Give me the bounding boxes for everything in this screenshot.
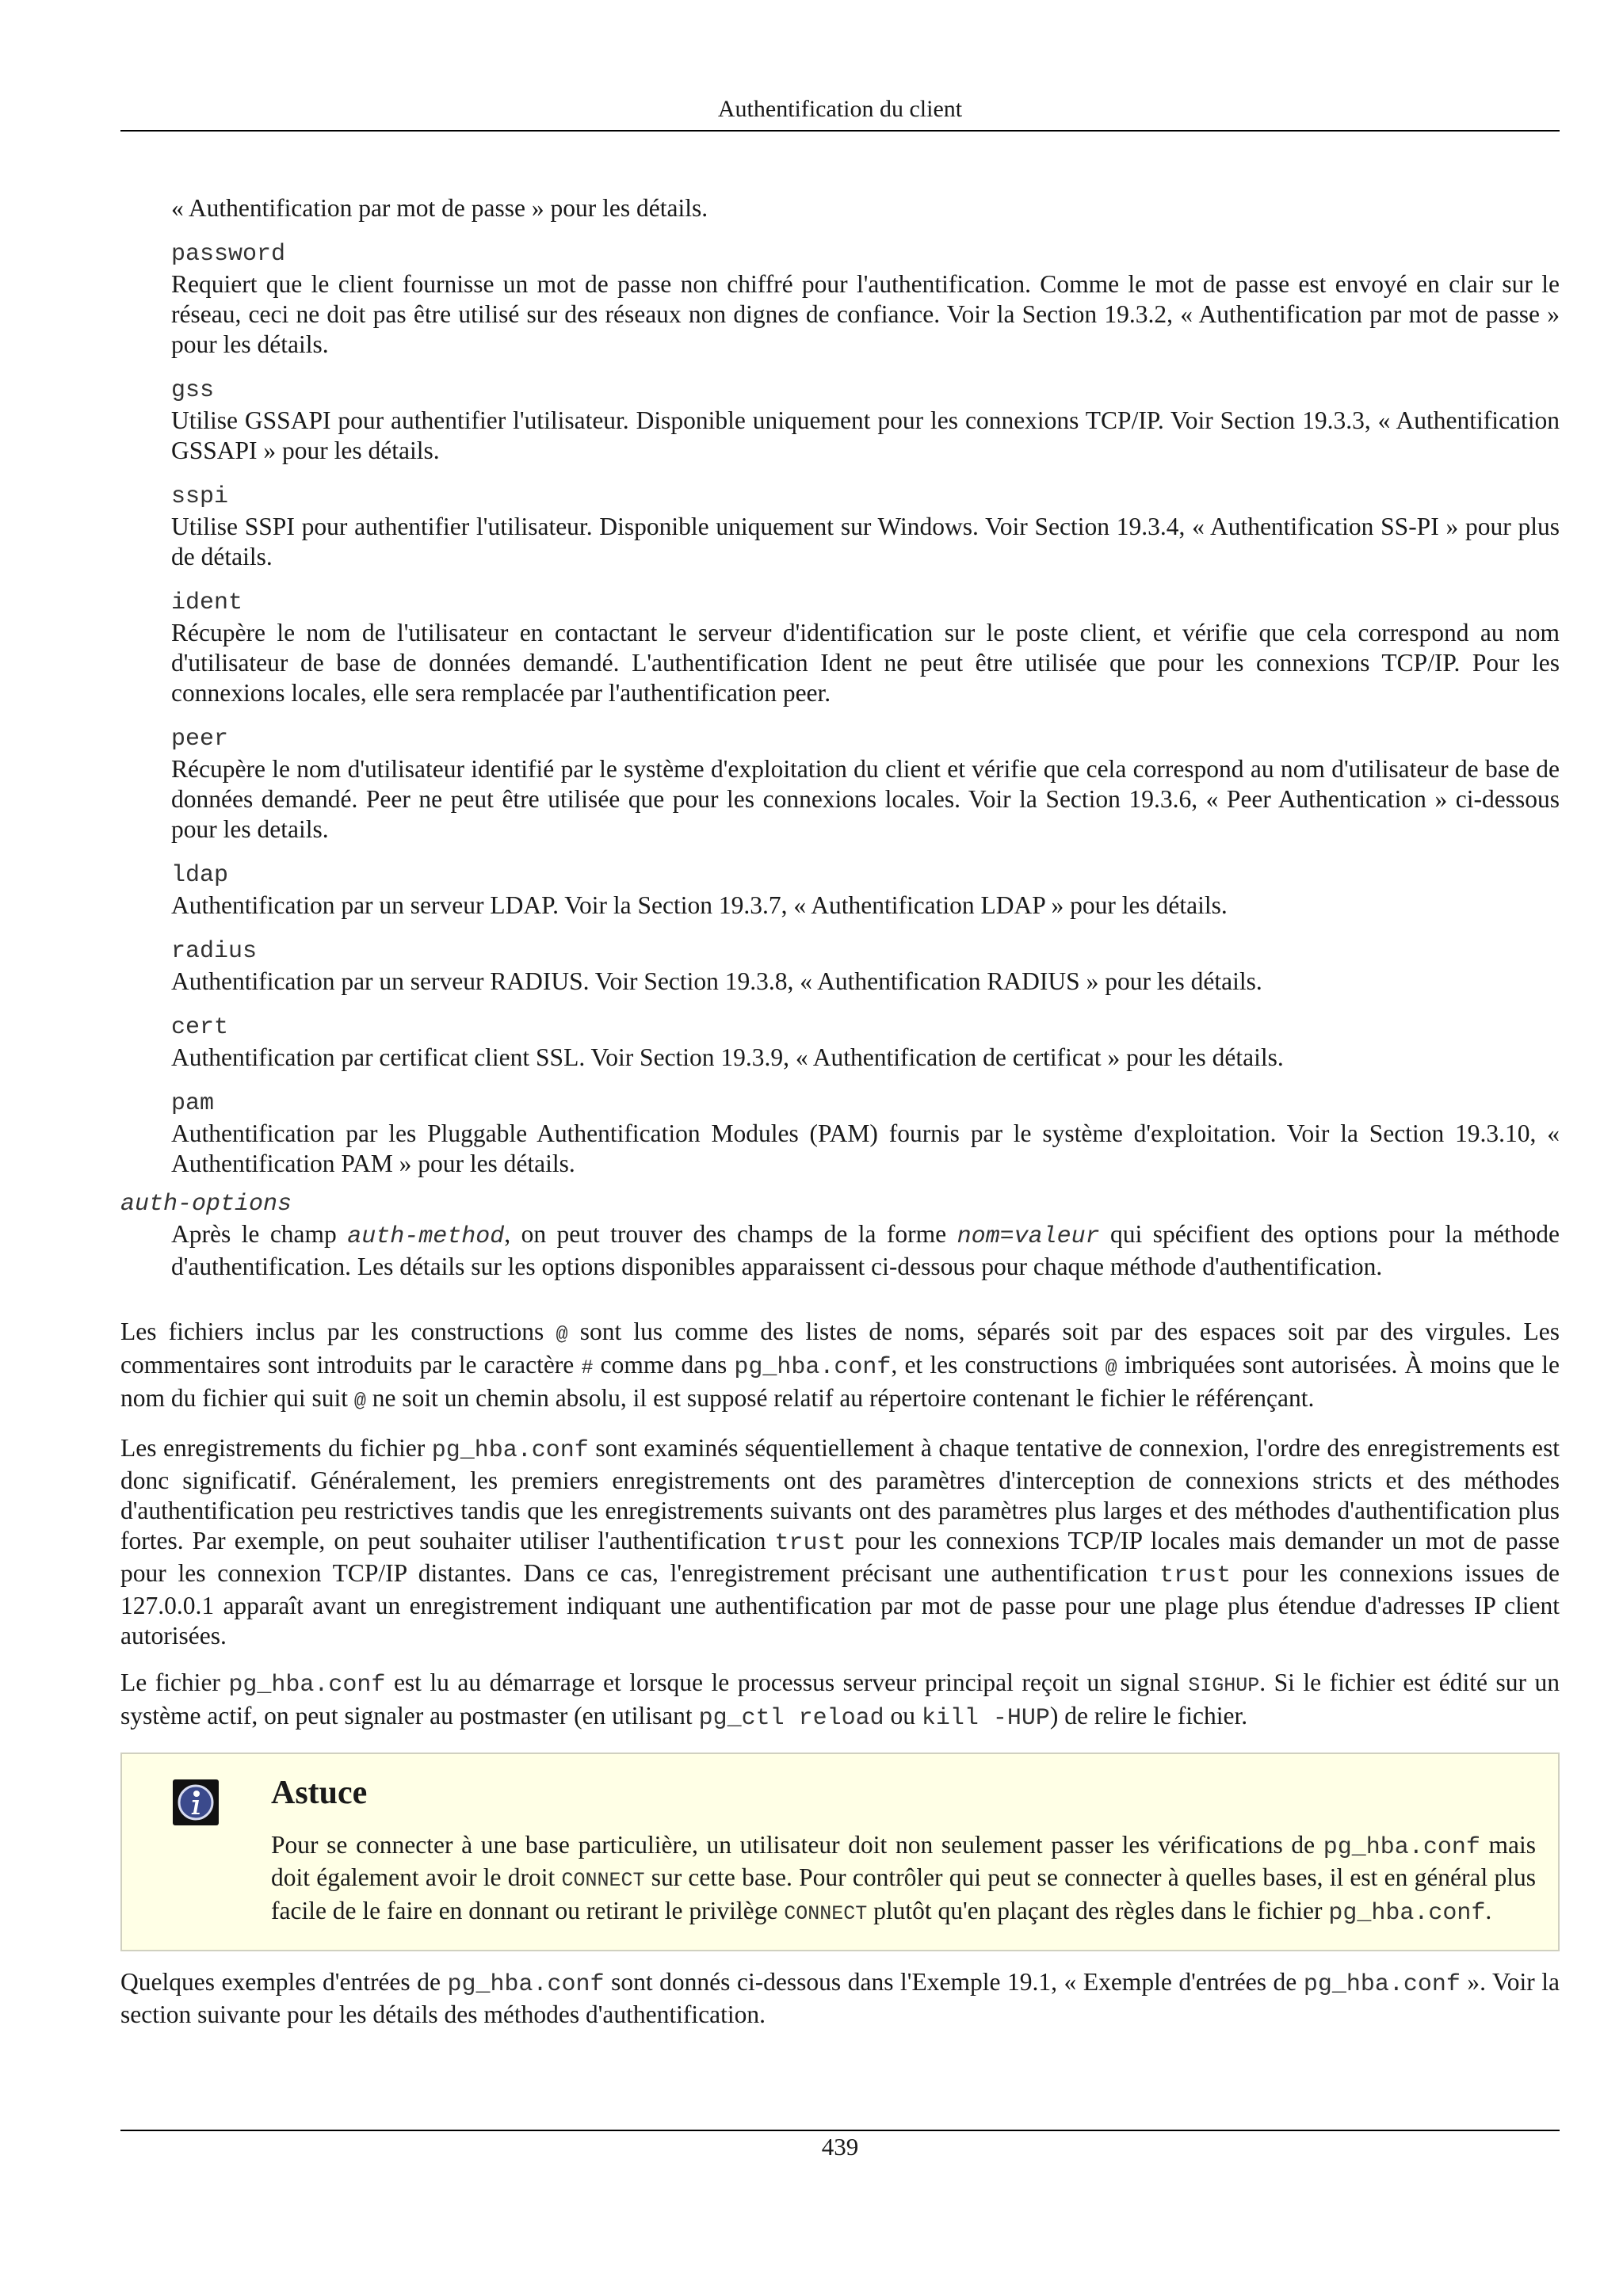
method-continued-text: « Authentification par mot de passe » pour les détails. — [171, 194, 708, 222]
method-entry-ident — [171, 589, 1560, 708]
info-icon — [173, 1779, 219, 1825]
method-entry-radius — [171, 937, 1560, 997]
method-term: radius — [171, 938, 258, 965]
text-run: ) de relire le fichier. — [1049, 1702, 1248, 1730]
paragraph-record-order — [120, 1433, 1560, 1651]
code-hash: # — [581, 1356, 594, 1379]
auth-options-description — [171, 1219, 1560, 1282]
method-description: Récupère le nom de l'utilisateur en contactant le serveur d'identification sur le poste client, et vérifie que cela correspond au nom d'utilisateur de base de données demandé. L'authentification Ident ne peut être utilisée que pour les connexions TCP/IP. Pour les connexions locales, elle sera remplacée par l'authentification peer. — [171, 619, 1560, 707]
method-description: Authentification par certificat client SSL. Voir Section 19.3.9, « Authentification de certificat » pour les détails. — [171, 1043, 1284, 1071]
text-run: mais doit également avoir le droit — [271, 1831, 1536, 1891]
text-run: est lu au démarrage et lorsque le processus serveur principal reçoit un signal — [385, 1669, 1189, 1696]
auth-options-term: auth-options — [120, 1191, 292, 1218]
text-run: , et les constructions — [891, 1351, 1106, 1379]
text-run: imbriquées sont autorisées. À moins que le nom du fichier qui suit — [120, 1351, 1560, 1412]
text-run: comme dans — [593, 1351, 735, 1379]
method-description: Récupère le nom d'utilisateur identifié par le système d'exploitation du client et vérifie que cela correspond au nom d'utilisateur de base de données demandé. Peer ne peut être utilisée que pour les connexions locales. Voir la Section 19.3.6, « Peer Authentication » ci-dessous pour les details. — [171, 755, 1560, 843]
method-term: gss — [171, 377, 215, 404]
code-at: @ — [1105, 1356, 1117, 1379]
text-run: sont lus comme des listes de noms, séparés soit par des espaces soit par des virgules. Les commentaires sont introduits par le caractère — [120, 1318, 1560, 1379]
tip-body — [271, 1830, 1536, 1929]
code-auth-method: auth-method — [347, 1223, 505, 1250]
code-sighup: SIGHUP — [1188, 1674, 1260, 1697]
paragraph-include-files — [120, 1317, 1560, 1417]
method-description: Authentification par un serveur LDAP. Voir la Section 19.3.7, « Authentification LDAP » pour les détails. — [171, 891, 1228, 919]
method-term: ldap — [171, 862, 229, 889]
text-run: sont examinés séquentiellement à chaque tentative de connexion, l'ordre des enregistrements est donc significatif. Généralement, les premiers enregistrements ont des paramètres d'interception de connexions stricts et des méthodes d'authentification peu restrictives tandis que les enregistrements suivants ont des paramètres plus larges et des méthodes d'authentification plus fortes. Par exemple, on peut souhaiter utiliser l'authentification — [120, 1434, 1560, 1554]
method-term: sspi — [171, 483, 229, 510]
text-run: Les enregistrements du fichier — [120, 1434, 432, 1462]
code-pg-hba-conf: pg_hba.conf — [734, 1354, 892, 1381]
paragraph-examples — [120, 1967, 1560, 2030]
method-description: Requiert que le client fournisse un mot de passe non chiffré pour l'authentification. Comme le mot de passe est envoyé en clair sur le réseau, ceci ne doit pas être utilisé sur des réseaux non dignes de confiance. Voir la Section 19.3.2, « Authentification par mot de passe » pour les détails. — [171, 270, 1560, 358]
code-at: @ — [353, 1390, 366, 1413]
code-trust: trust — [774, 1530, 846, 1557]
method-term: password — [171, 241, 286, 268]
method-description: Utilise GSSAPI pour authentifier l'utilisateur. Disponible uniquement pour les connexions TCP/IP. Voir Section 19.3.3, « Authentification GSSAPI » pour les détails. — [171, 406, 1560, 464]
method-entry-cert — [171, 1013, 1560, 1073]
method-term: ident — [171, 589, 243, 616]
text-run: qui spécifient des options pour la méthode d'authentification. Les détails sur les options disponibles apparaissent ci-dessous pour chaque méthode d'authentification. — [171, 1220, 1560, 1280]
method-description: Utilise SSPI pour authentifier l'utilisateur. Disponible uniquement sur Windows. Voir Section 19.3.4, « Authentification SS-PI » pour plus de détails. — [171, 513, 1560, 570]
tip-box — [120, 1753, 1560, 1951]
method-entry-peer — [171, 725, 1560, 845]
page-body — [120, 193, 1560, 2046]
method-description: Authentification par les Pluggable Authentification Modules (PAM) fournis par le système d'exploitation. Voir la Section 19.3.10, « Authentification PAM » pour les détails. — [171, 1119, 1560, 1177]
code-connect: CONNECT — [561, 1869, 645, 1892]
code-pg-hba-conf: pg_hba.conf — [1303, 1971, 1461, 1998]
text-run: Le fichier — [120, 1669, 229, 1696]
text-run: sont donnés ci-dessous dans l'Exemple 19.1, « Exemple d'entrées de — [604, 1968, 1304, 1996]
text-run: pour les connexions issues de 127.0.0.1 apparaît avant un enregistrement indiquant une authentification par mot de passe pour une plage plus étendue d'adresses IP client autorisées. — [120, 1559, 1560, 1650]
code-pg-hba-conf: pg_hba.conf — [431, 1437, 589, 1464]
method-entry-gss — [171, 376, 1560, 466]
text-run: . Si le fichier est édité sur un système actif, on peut signaler au postmaster (en utilisant — [120, 1669, 1560, 1730]
method-term: pam — [171, 1090, 215, 1117]
text-run: ». Voir la section suivante pour les détails des méthodes d'authentification. — [120, 1968, 1560, 2028]
code-pg-hba-conf: pg_hba.conf — [228, 1672, 386, 1699]
running-header: Authentification du client — [717, 96, 963, 122]
page-number: 439 — [821, 2133, 859, 2161]
auth-options-entry — [120, 1190, 1560, 1282]
code-trust: trust — [1159, 1562, 1232, 1589]
tip-title: Astuce — [271, 1775, 368, 1811]
text-run: Pour se connecter à une base particulière, un utilisateur doit non seulement passer les vérifications de — [271, 1831, 1323, 1859]
text-run: Après le champ — [171, 1220, 348, 1248]
code-pg-hba-conf: pg_hba.conf — [1328, 1900, 1486, 1927]
text-run: , on peut trouver des champs de la forme — [504, 1220, 957, 1248]
method-entry-password — [171, 240, 1560, 360]
method-entry-sspi — [171, 482, 1560, 572]
code-pg-ctl-reload: pg_ctl reload — [698, 1705, 884, 1732]
text-run: plutôt qu'en plaçant des règles dans le fichier — [867, 1897, 1329, 1924]
method-entry-pam — [171, 1089, 1560, 1179]
text-run: . — [1485, 1897, 1492, 1924]
code-kill-hup: kill -HUP — [921, 1705, 1050, 1732]
method-term: peer — [171, 726, 229, 753]
code-connect: CONNECT — [784, 1902, 868, 1925]
text-run: ne soit un chemin absolu, il est supposé relatif au répertoire contenant le fichier le référençant. — [365, 1384, 1315, 1412]
method-description: Authentification par un serveur RADIUS. Voir Section 19.3.8, « Authentification RADIUS » pour les détails. — [171, 967, 1262, 995]
method-term: cert — [171, 1014, 229, 1041]
code-at: @ — [556, 1323, 568, 1346]
auth-method-list — [171, 193, 1560, 1179]
text-run: pour les connexions TCP/IP locales mais demander un mot de passe pour les connexion TCP/IP distantes. Dans ce cas, l'enregistrement précisant une authentification — [120, 1527, 1560, 1587]
method-entry-ldap — [171, 861, 1560, 921]
code-nom-valeur: nom=valeur — [957, 1223, 1100, 1250]
text-run: sur cette base. Pour contrôler qui peut se connecter à quelles bases, il est en général plus facile de le faire en donnant ou retirant le privilège — [271, 1863, 1536, 1924]
code-pg-hba-conf: pg_hba.conf — [1323, 1834, 1480, 1861]
paragraph-reload — [120, 1668, 1560, 1733]
header-rule — [120, 130, 1560, 132]
text-run: Quelques exemples d'entrées de — [120, 1968, 448, 1996]
text-run: ou — [884, 1702, 922, 1730]
text-run: Les fichiers inclus par les constructions — [120, 1318, 556, 1345]
code-pg-hba-conf: pg_hba.conf — [447, 1971, 605, 1998]
